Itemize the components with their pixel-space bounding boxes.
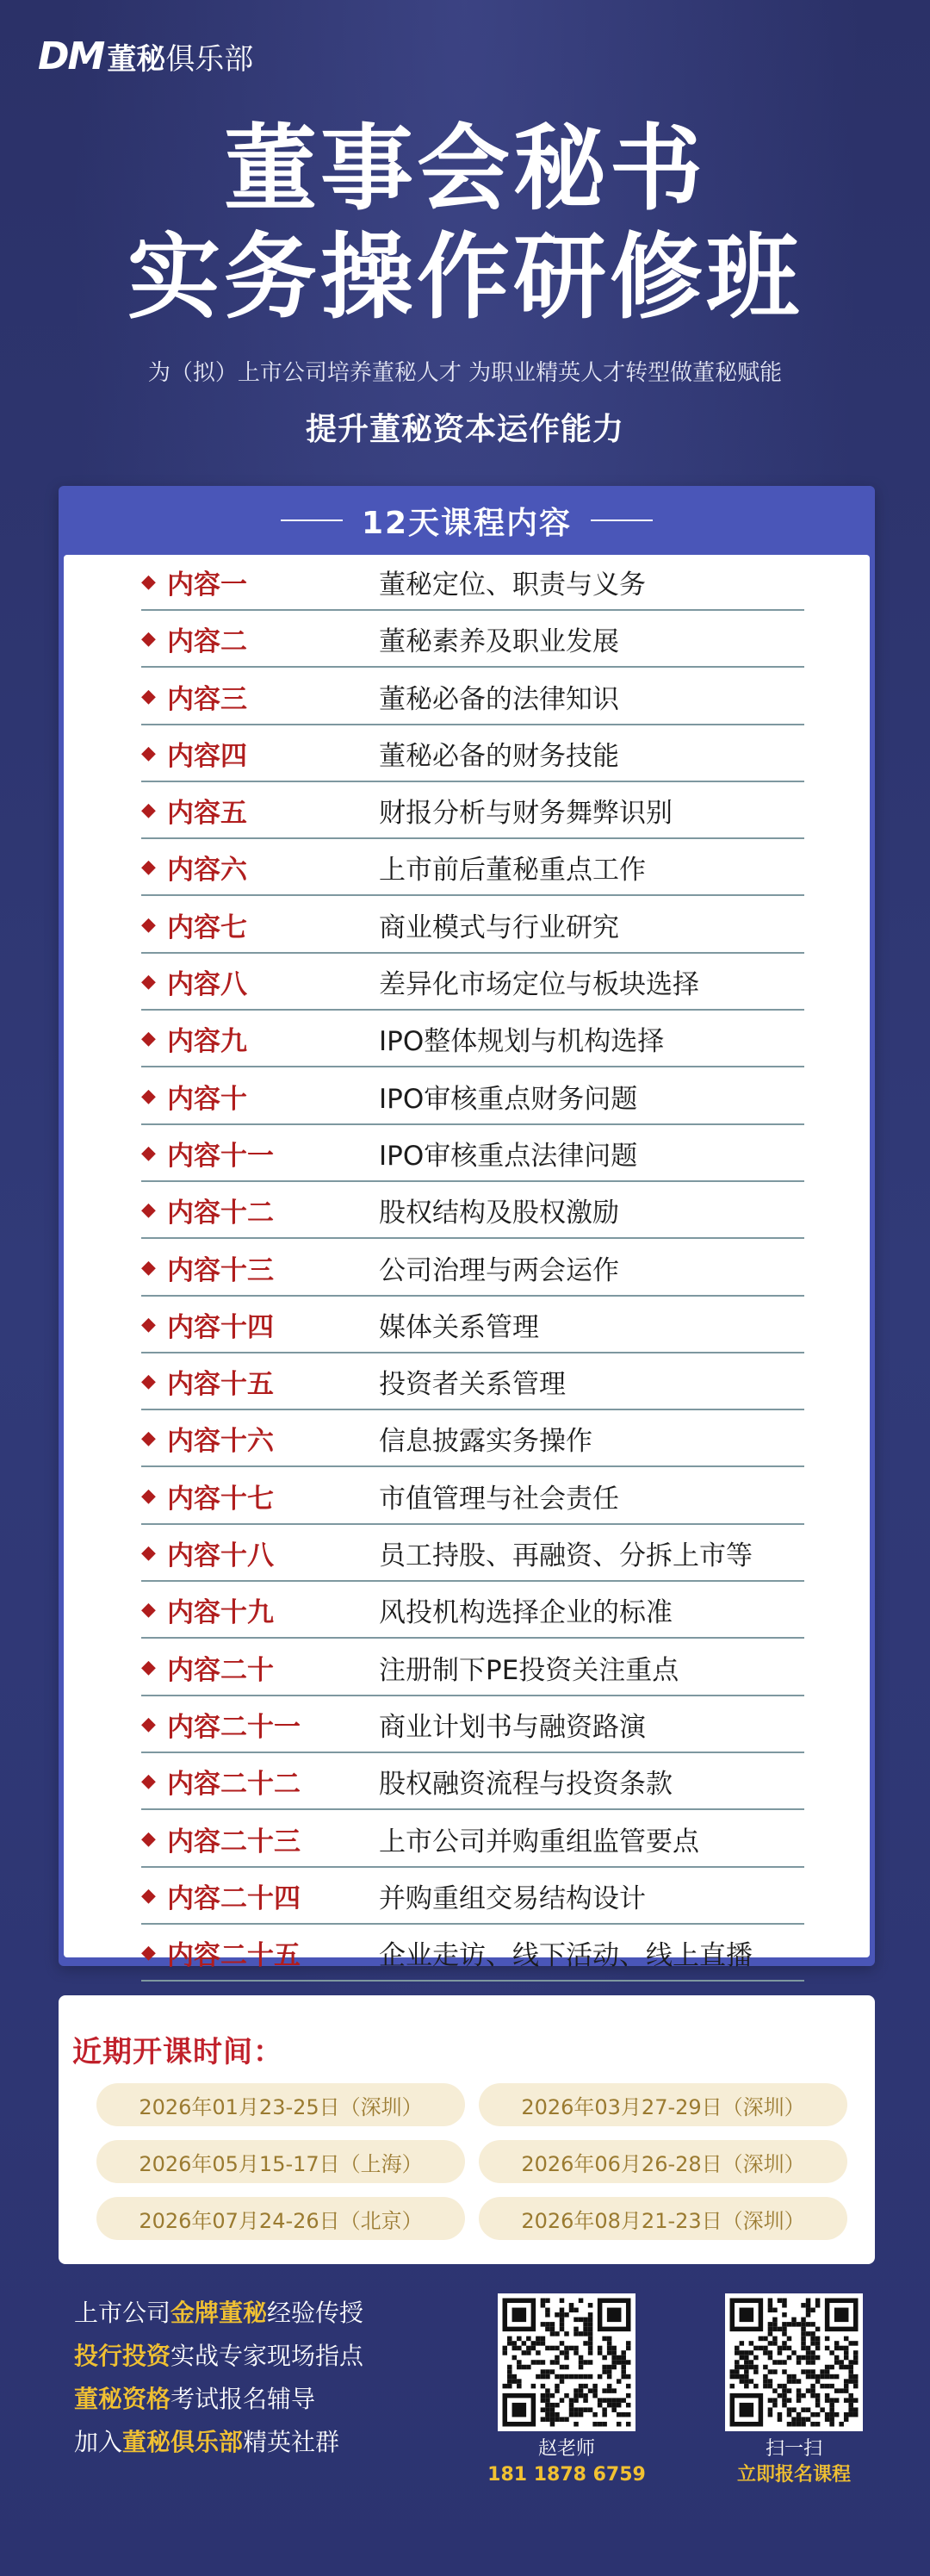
course-topic: 董秘必备的财务技能 — [379, 740, 619, 772]
course-topic: 风投机构选择企业的标准 — [379, 1597, 673, 1629]
diamond-bullet-icon: ◆ — [141, 1256, 156, 1279]
contact-name: 赵老师 — [537, 2438, 595, 2460]
course-row — [141, 555, 804, 611]
course-panel-title: 12天课程内容 — [361, 505, 573, 541]
course-label: 内容五 — [167, 798, 247, 830]
contact-phone[interactable]: 181 1878 6759 — [487, 2464, 646, 2486]
promo-line — [74, 2378, 363, 2421]
promo-line — [74, 2335, 363, 2378]
promo-text: 实战专家现场指点 — [170, 2342, 364, 2370]
course-label: 内容十六 — [167, 1426, 274, 1458]
signup-cta[interactable]: 立即报名课程 — [736, 2464, 851, 2486]
course-topic: 董秘素养及职业发展 — [379, 626, 619, 658]
diamond-bullet-icon: ◆ — [141, 1199, 156, 1222]
schedule-title: 近期开课时间： — [72, 2035, 283, 2069]
promo-highlight: 董秘资格 — [74, 2385, 171, 2413]
course-topic: 注册制下PE投资关注重点 — [379, 1654, 679, 1686]
diamond-bullet-icon: ◆ — [141, 800, 156, 822]
tagline: 为（拟）上市公司培养董秘人才 为职业精英人才转型做董秘赋能 — [147, 360, 783, 386]
diamond-bullet-icon: ◆ — [141, 1371, 156, 1393]
signup-qr-code[interactable] — [725, 2293, 863, 2431]
course-row — [141, 898, 804, 954]
course-row — [141, 1241, 804, 1297]
diamond-bullet-icon: ◆ — [141, 1656, 156, 1678]
main-title-line2: 实务操作研修班 — [127, 224, 803, 332]
course-label: 内容十七 — [167, 1483, 274, 1515]
course-row — [141, 1354, 804, 1410]
course-panel-header — [59, 486, 875, 555]
course-label: 内容十四 — [167, 1311, 274, 1343]
course-label: 内容九 — [167, 1026, 247, 1058]
course-label: 内容十九 — [167, 1597, 274, 1629]
schedule-date: 2026年08月21-23日（深圳） — [479, 2197, 847, 2240]
course-label: 内容四 — [167, 740, 247, 772]
signup-scan-text: 扫一扫 — [765, 2438, 822, 2460]
diamond-bullet-icon: ◆ — [141, 1028, 156, 1050]
diamond-bullet-icon: ◆ — [141, 1942, 156, 1964]
promo-text: 加入 — [74, 2428, 123, 2456]
course-topic: 并购重组交易结构设计 — [379, 1882, 646, 1914]
course-row — [141, 1126, 804, 1182]
diamond-bullet-icon: ◆ — [141, 1770, 156, 1793]
course-topic: 上市前后董秘重点工作 — [379, 855, 646, 887]
course-label: 内容十三 — [167, 1254, 274, 1286]
course-label: 内容一 — [167, 569, 247, 600]
course-topic: 公司治理与两会运作 — [379, 1254, 619, 1286]
course-row — [141, 1069, 804, 1125]
course-label: 内容八 — [167, 969, 247, 1001]
logo-name-bold: 董秘 — [107, 42, 166, 77]
diamond-bullet-icon: ◆ — [141, 628, 156, 650]
promo-text: 经验传授 — [267, 2299, 364, 2327]
course-topic: 董秘必备的法律知识 — [379, 683, 619, 715]
header-dash-left — [281, 520, 343, 521]
course-topic: IPO审核重点法律问题 — [379, 1140, 638, 1172]
course-row — [141, 1697, 804, 1753]
course-label: 内容十八 — [167, 1540, 274, 1572]
course-topic: 差异化市场定位与板块选择 — [379, 969, 699, 1001]
course-row — [141, 1469, 804, 1525]
diamond-bullet-icon: ◆ — [141, 685, 156, 707]
course-topic: 股权融资流程与投资条款 — [379, 1769, 673, 1801]
course-row — [141, 1183, 804, 1239]
diamond-bullet-icon: ◆ — [141, 571, 156, 593]
course-label: 内容二十 — [167, 1654, 274, 1686]
course-label: 内容六 — [167, 855, 247, 887]
course-row — [141, 1583, 804, 1639]
slogan: 提升董秘资本运作能力 — [305, 412, 624, 447]
course-label: 内容十五 — [167, 1369, 274, 1401]
course-topic: 企业走访、线下活动、线上直播 — [379, 1940, 753, 1972]
brand-logo — [38, 34, 253, 78]
course-label: 内容七 — [167, 912, 247, 943]
schedule-date: 2026年05月15-17日（上海） — [96, 2140, 465, 2183]
promo-line — [74, 2292, 363, 2335]
promo-highlight: 投行投资 — [74, 2342, 171, 2370]
logo-name-rest: 俱乐部 — [165, 42, 254, 77]
course-row — [141, 1869, 804, 1925]
course-row — [141, 1754, 804, 1810]
course-label: 内容二十三 — [167, 1826, 301, 1857]
course-label: 内容三 — [167, 683, 247, 715]
course-row — [141, 1812, 804, 1868]
course-topic: 商业计划书与融资路演 — [379, 1711, 646, 1743]
course-row — [141, 840, 804, 896]
signup-caption — [699, 2436, 889, 2488]
diamond-bullet-icon: ◆ — [141, 1142, 156, 1164]
course-list — [141, 555, 804, 1982]
course-row — [141, 1526, 804, 1582]
course-label: 内容二十五 — [167, 1940, 301, 1972]
course-label: 内容二 — [167, 626, 247, 658]
wechat-qr-code[interactable] — [498, 2293, 636, 2431]
promo-line — [74, 2421, 363, 2464]
course-row — [141, 955, 804, 1011]
diamond-bullet-icon: ◆ — [141, 742, 156, 764]
header-dash-right — [591, 520, 653, 521]
course-topic: 股权结构及股权激励 — [379, 1198, 619, 1229]
course-topic: 董秘定位、职责与义务 — [379, 569, 646, 600]
diamond-bullet-icon: ◆ — [141, 971, 156, 993]
course-label: 内容二十四 — [167, 1882, 301, 1914]
diamond-bullet-icon: ◆ — [141, 1484, 156, 1507]
diamond-bullet-icon: ◆ — [141, 1428, 156, 1450]
course-row — [141, 612, 804, 668]
course-label: 内容二十二 — [167, 1769, 301, 1801]
course-label: 内容十一 — [167, 1140, 274, 1172]
course-label: 内容十 — [167, 1083, 247, 1115]
course-row — [141, 726, 804, 782]
diamond-bullet-icon: ◆ — [141, 856, 156, 879]
promo-highlight: 董秘俱乐部 — [122, 2428, 244, 2456]
course-row — [141, 669, 804, 725]
course-row — [141, 1926, 804, 1982]
logo-text — [107, 35, 253, 78]
schedule-card — [59, 1995, 875, 2264]
diamond-bullet-icon: ◆ — [141, 1827, 156, 1850]
course-row — [141, 1640, 804, 1696]
diamond-bullet-icon: ◆ — [141, 1542, 156, 1565]
promo-text: 考试报名辅导 — [170, 2385, 316, 2413]
course-topic: IPO整体规划与机构选择 — [379, 1026, 665, 1058]
course-topic: 媒体关系管理 — [379, 1311, 539, 1343]
diamond-bullet-icon: ◆ — [141, 1085, 156, 1107]
course-topic: 商业模式与行业研究 — [379, 912, 619, 943]
logo-mark: DM — [38, 34, 104, 78]
diamond-bullet-icon: ◆ — [141, 913, 156, 936]
qr-code-icon — [498, 2293, 636, 2431]
diamond-bullet-icon: ◆ — [141, 1884, 156, 1907]
course-topic: 员工持股、再融资、分拆上市等 — [379, 1540, 753, 1572]
diamond-bullet-icon: ◆ — [141, 1599, 156, 1621]
promo-text: 精英社群 — [243, 2428, 340, 2456]
schedule-date: 2026年01月23-25日（深圳） — [96, 2083, 465, 2126]
promo-text: 上市公司 — [74, 2299, 171, 2327]
course-label: 内容十二 — [167, 1198, 274, 1229]
qr-code-icon — [725, 2293, 863, 2431]
course-topic: 财报分析与财务舞弊识别 — [379, 798, 673, 830]
course-topic: IPO审核重点财务问题 — [379, 1083, 638, 1115]
contact-caption — [472, 2436, 661, 2488]
course-row — [141, 783, 804, 839]
course-topic: 投资者关系管理 — [379, 1369, 566, 1401]
course-topic: 信息披露实务操作 — [379, 1426, 592, 1458]
course-topic: 上市公司并购重组监管要点 — [379, 1826, 699, 1857]
diamond-bullet-icon: ◆ — [141, 1713, 156, 1735]
main-title-line1: 董事会秘书 — [223, 115, 706, 223]
promo-highlight: 金牌董秘 — [170, 2299, 268, 2327]
diamond-bullet-icon: ◆ — [141, 1313, 156, 1335]
course-row — [141, 1011, 804, 1067]
course-panel-body — [64, 555, 870, 1972]
schedule-date: 2026年03月27-29日（深圳） — [479, 2083, 847, 2126]
course-topic: 市值管理与社会责任 — [379, 1483, 619, 1515]
course-label: 内容二十一 — [167, 1711, 301, 1743]
promo-list — [74, 2292, 363, 2464]
schedule-date: 2026年06月26-28日（深圳） — [479, 2140, 847, 2183]
schedule-date: 2026年07月24-26日（北京） — [96, 2197, 465, 2240]
course-row — [141, 1411, 804, 1467]
course-panel — [59, 486, 875, 1972]
course-row — [141, 1297, 804, 1353]
